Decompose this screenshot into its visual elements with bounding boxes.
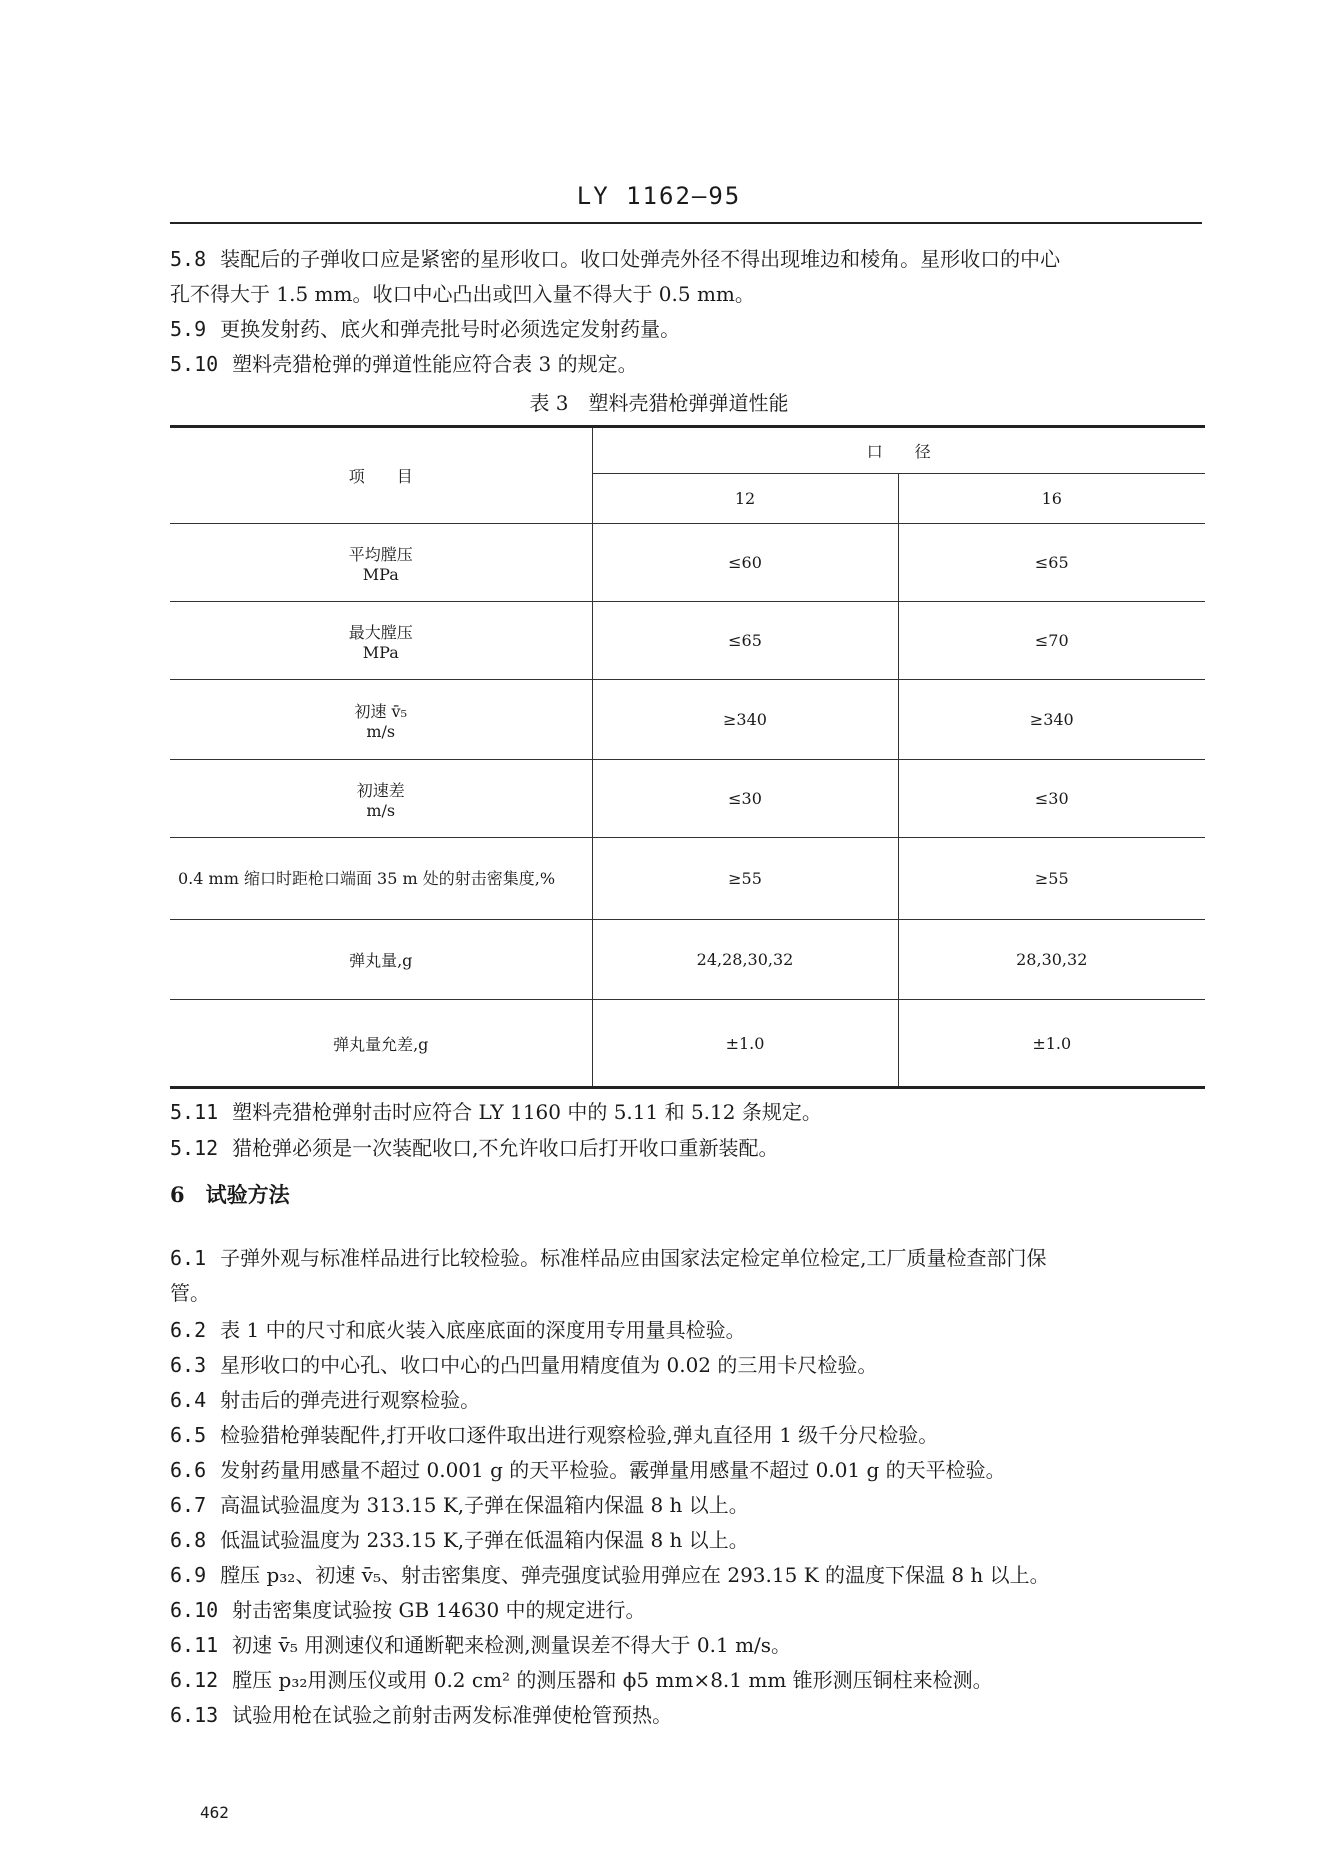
table-row	[170, 602, 1205, 680]
clause-text: 初速 v̄₅ 用测速仪和通断靶来检测,测量误差不得大于 0.1 m/s。	[232, 1633, 792, 1657]
clause-text-continued: 孔不得大于 1.5 mm。收口中心凸出或凹入量不得大于 0.5 mm。	[170, 282, 755, 306]
clause-number: 6.9	[170, 1563, 207, 1587]
row-item-label: 初速 v̄₅	[354, 701, 408, 721]
clause-5-12	[170, 1131, 1205, 1166]
value-caliber-16: ≥340	[898, 680, 1205, 760]
clause-6-4	[170, 1383, 1205, 1418]
clause-number: 5.12	[170, 1136, 219, 1160]
clause-text: 发射药量用感量不超过 0.001 g 的天平检验。霰弹量用感量不超过 0.01 g 的天平检验。	[220, 1458, 1006, 1482]
column-header-caliber-16: 16	[898, 474, 1205, 524]
clause-6-3	[170, 1348, 1205, 1383]
document-code-header: LY 1162—95	[576, 182, 742, 210]
row-item-label: 平均膛压	[348, 544, 413, 564]
table-3-title: 表 3 塑料壳猎枪弹弹道性能	[529, 391, 789, 415]
row-item-label: 弹丸量,g	[170, 920, 592, 1000]
clause-6-12	[170, 1663, 1205, 1698]
table-row	[170, 920, 1205, 1000]
clause-number: 6.2	[170, 1318, 207, 1342]
table-3	[170, 425, 1205, 1089]
clause-5-8	[170, 242, 1205, 312]
table-row	[170, 838, 1205, 920]
clause-number: 6.3	[170, 1353, 207, 1377]
row-item-label: 弹丸量允差,g	[170, 1000, 592, 1088]
clause-text: 膛压 p₃₂、初速 v̄₅、射击密集度、弹壳强度试验用弹应在 293.15 K 的温度下保温 8 h 以上。	[220, 1563, 1050, 1587]
clause-number: 6.11	[170, 1633, 219, 1657]
table-row	[170, 760, 1205, 838]
clause-text: 试验用枪在试验之前射击两发标准弹使枪管预热。	[232, 1703, 673, 1727]
table-row	[170, 1000, 1205, 1088]
row-item-unit: MPa	[362, 642, 399, 662]
header-rule	[170, 222, 1202, 224]
row-item-unit: m/s	[366, 800, 396, 820]
row-item-unit: m/s	[366, 721, 396, 741]
clause-6-9	[170, 1558, 1205, 1593]
clause-5-9	[170, 312, 1205, 347]
value-caliber-12: ≥340	[592, 680, 898, 760]
row-item-label: 初速差	[356, 780, 405, 800]
clause-text: 膛压 p₃₂用测压仪或用 0.2 cm² 的测压器和 ϕ5 mm×8.1 mm 锥形测压铜柱来检测。	[232, 1668, 993, 1692]
clause-number: 5.10	[170, 352, 219, 376]
value-caliber-12: ≤60	[592, 524, 898, 602]
clause-6-13	[170, 1698, 1205, 1733]
value-caliber-12: ≤65	[592, 602, 898, 680]
clause-6-5	[170, 1418, 1205, 1453]
clause-number: 6.12	[170, 1668, 219, 1692]
clause-text: 猎枪弹必须是一次装配收口,不允许收口后打开收口重新装配。	[232, 1136, 779, 1160]
section-6-heading: 6 试验方法	[170, 1182, 290, 1207]
clause-text: 子弹外观与标准样品进行比较检验。标准样品应由国家法定检定单位检定,工厂质量检查部门保	[220, 1246, 1047, 1270]
table-row	[170, 524, 1205, 602]
clause-text: 射击密集度试验按 GB 14630 中的规定进行。	[232, 1598, 646, 1622]
row-item-label: 0.4 mm 缩口时距枪口端面 35 m 处的射击密集度,%	[170, 838, 592, 920]
table-row	[170, 680, 1205, 760]
clause-6-7	[170, 1488, 1205, 1523]
column-header-caliber-12: 12	[592, 474, 898, 524]
clause-number: 6.5	[170, 1423, 207, 1447]
clause-number: 6.7	[170, 1493, 207, 1517]
value-caliber-12: ±1.0	[592, 1000, 898, 1088]
clause-number: 6.10	[170, 1598, 219, 1622]
value-caliber-16: ≥55	[898, 838, 1205, 920]
clause-number: 6.13	[170, 1703, 219, 1727]
row-item-cell	[170, 680, 592, 760]
value-caliber-16: ≤70	[898, 602, 1205, 680]
clause-text: 更换发射药、底火和弹壳批号时必须选定发射药量。	[220, 317, 681, 341]
value-caliber-16: 28,30,32	[898, 920, 1205, 1000]
clause-text: 塑料壳猎枪弹的弹道性能应符合表 3 的规定。	[232, 352, 638, 376]
clause-number: 6.8	[170, 1528, 207, 1552]
clause-number: 6.1	[170, 1246, 207, 1270]
value-caliber-16: ±1.0	[898, 1000, 1205, 1088]
column-header-item: 项 目	[170, 427, 592, 524]
row-item-label: 最大膛压	[348, 622, 413, 642]
row-item-cell	[170, 602, 592, 680]
clause-6-8	[170, 1523, 1205, 1558]
value-caliber-16: ≤30	[898, 760, 1205, 838]
clause-number: 5.8	[170, 247, 207, 271]
clause-text-continued: 管。	[170, 1281, 210, 1305]
clause-6-11	[170, 1628, 1205, 1663]
value-caliber-12: ≤30	[592, 760, 898, 838]
clause-text: 表 1 中的尺寸和底火装入底座底面的深度用专用量具检验。	[220, 1318, 746, 1342]
clause-text: 低温试验温度为 233.15 K,子弹在低温箱内保温 8 h 以上。	[220, 1528, 749, 1552]
row-item-unit: MPa	[362, 564, 399, 584]
clause-5-11	[170, 1095, 1205, 1130]
clause-text: 装配后的子弹收口应是紧密的星形收口。收口处弹壳外径不得出现堆边和棱角。星形收口的中心	[220, 247, 1061, 271]
value-caliber-16: ≤65	[898, 524, 1205, 602]
clause-text: 检验猎枪弹装配件,打开收口逐件取出进行观察检验,弹丸直径用 1 级千分尺检验。	[220, 1423, 939, 1447]
clause-6-6	[170, 1453, 1205, 1488]
clause-text: 塑料壳猎枪弹射击时应符合 LY 1160 中的 5.11 和 5.12 条规定。	[232, 1100, 822, 1124]
clause-number: 5.9	[170, 317, 207, 341]
clause-6-2	[170, 1313, 1205, 1348]
value-caliber-12: 24,28,30,32	[592, 920, 898, 1000]
clause-number: 5.11	[170, 1100, 219, 1124]
row-item-cell	[170, 760, 592, 838]
page-number: 462	[200, 1803, 229, 1822]
column-header-caliber: 口 径	[592, 427, 1205, 474]
clause-5-10	[170, 347, 1205, 382]
row-item-cell	[170, 524, 592, 602]
value-caliber-12: ≥55	[592, 838, 898, 920]
clause-6-1	[170, 1241, 1205, 1311]
clause-number: 6.4	[170, 1388, 207, 1412]
clause-text: 星形收口的中心孔、收口中心的凸凹量用精度值为 0.02 的三用卡尺检验。	[220, 1353, 878, 1377]
clause-6-10	[170, 1593, 1205, 1628]
clause-number: 6.6	[170, 1458, 207, 1482]
clause-text: 射击后的弹壳进行观察检验。	[220, 1388, 481, 1412]
clause-text: 高温试验温度为 313.15 K,子弹在保温箱内保温 8 h 以上。	[220, 1493, 749, 1517]
